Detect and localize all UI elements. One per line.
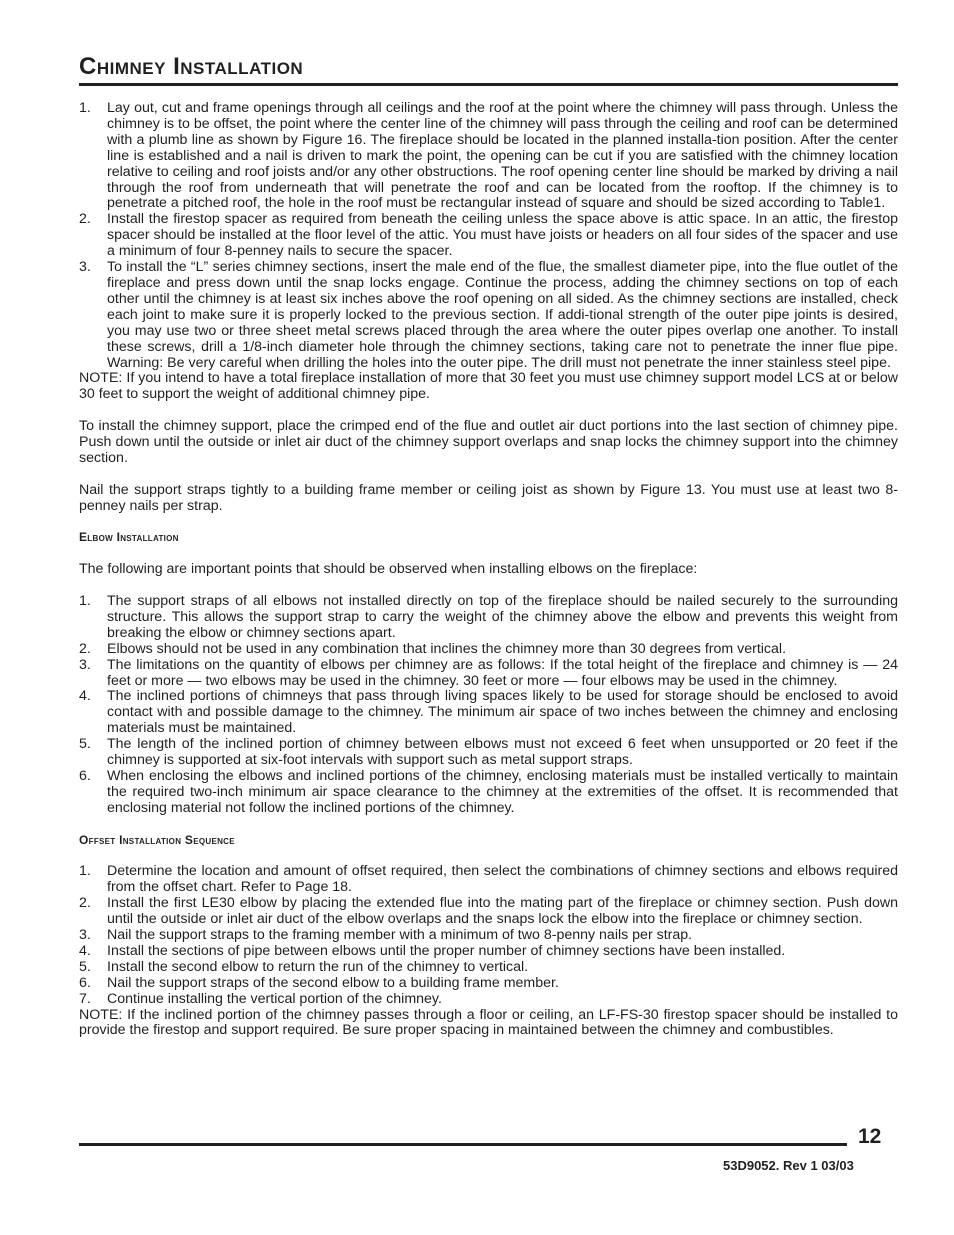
list-item [79, 928, 898, 944]
list-number: 7. [79, 990, 91, 1007]
list-number: 4. [79, 942, 91, 959]
list-text: The limitations on the quantity of elbows per chimney are as follows: If the total height of the fireplace and chimney is — 24 feet or more — two elbows may be used in the chimney. 30 feet or more — four elbows may be used in the chimney. [107, 656, 898, 689]
list-item [79, 737, 898, 769]
offset-steps [79, 864, 898, 1007]
list-item [79, 594, 898, 642]
elbow-intro: The following are important points that should be observed when installing elbows on the fireplace: [79, 561, 698, 578]
list-text: To install the “L” series chimney sections, insert the male end of the flue, the smallest diameter pipe, into the flue outlet of the fireplace and press down until the snap locks engage. Continue the process, adding the chimney sections on top of each other until the chimney is at least six inches above the roof opening on all sided. As the chimney sections are installed, check each joint to make sure it is properly locked to the previous section. If addi-tional strength of the outer pipe joints is desired, you may use two or three sheet metal screws placed through the area where the outer pipes overlap one another. To install these screws, drill a 1/8-inch diameter hole through the chimney sections, taking care not to penetrate the inner flue pipe. Warning: Be very careful when drilling the holes into the outer pipe. The drill must not penetrate the inner stainless steel pipe. [107, 259, 898, 371]
spacer [79, 467, 898, 483]
list-text: Install the second elbow to return the run of the chimney to vertical. [107, 958, 529, 975]
intro-steps [79, 101, 898, 371]
title-rule [79, 83, 898, 86]
spacer [79, 515, 898, 531]
list-item [79, 689, 898, 737]
list-text: The inclined portions of chimneys that pass through living spaces likely to be used for storage should be enclosed to avoid contact with and possible damage to the chimney. The minimum air space of two inches between the chimney and enclosing materials must be maintained. [107, 688, 898, 737]
spacer [79, 546, 898, 562]
list-number: 2. [79, 640, 91, 657]
list-item [79, 101, 898, 212]
list-text: Nail the support straps to the framing member with a minimum of two 8-penny nails per strap. [107, 927, 693, 944]
list-number: 1. [79, 593, 91, 610]
list-number: 1. [79, 100, 91, 116]
list-number: 2. [79, 211, 91, 228]
list-text: Install the first LE30 elbow by placing the extended flue into the mating part of the fireplace or chimney section. Push down until the outside or inlet air duct of the elbow overlaps and the snaps lock the elbow into the fireplace or chimney section. [107, 895, 898, 928]
list-text: Determine the location and amount of offset required, then select the combinations of chimney sections and elbows required from the offset chart. Refer to Page 18. [107, 863, 898, 896]
list-number: 3. [79, 656, 91, 673]
offset-heading: Offset Installation Sequence [79, 832, 235, 847]
list-number: 6. [79, 767, 91, 784]
straps-paragraph: Nail the support straps tightly to a building frame member or ceiling joist as shown by Figure 13. You must use at least two 8-penney nails per strap. [79, 481, 898, 514]
list-number: 2. [79, 895, 91, 912]
note-lcs: NOTE: If you intend to have a total fireplace installation of more that 30 feet you must use chimney support model LCS at or below 30 feet to support the weight of additional chimney pipe. [79, 370, 898, 403]
note-firestop: NOTE: If the inclined portion of the chimney passes through a floor or ceiling, an LF-FS-30 firestop spacer should be installed to provide the firestop and support required. Be sure proper spacing in maintained between the chimney and combustibles. [79, 1006, 898, 1039]
list-item [79, 260, 898, 371]
list-item [79, 976, 898, 992]
list-text: Elbows should not be used in any combination that inclines the chimney more than 30 degrees from vertical. [107, 640, 787, 657]
page-number: 12 [858, 1125, 882, 1148]
list-item [79, 642, 898, 658]
page-title: Chimney Installation [79, 53, 304, 80]
list-text: Install the sections of pipe between elbows until the proper number of chimney sections have been installed. [107, 942, 786, 959]
spacer [79, 403, 898, 419]
list-item [79, 992, 898, 1008]
list-text: Lay out, cut and frame openings through all ceilings and the roof at the point where the chimney will pass through. Unless the chimney is to be offset, the point where the center line of the chimney will pass through the ceiling and roof can be determined with a plumb line as shown by Figure 16. The fireplace should be located in the planned installa-tion position. After the center line is established and a nail is driven to mark the point, the opening can be cut if you are satisfied with the chimney location relative to ceiling and roof joists and/or any other obstructions. The roof opening center line should be marked by driving a nail through the roof from underneath that will penetrate the roof and can be located from the rooftop. If the chimney is to penetrate a pitched roof, the hole in the roof must be rectangular instead of square and should be sized according to Table1. [107, 100, 898, 212]
page-content [79, 101, 898, 1039]
spacer [79, 578, 898, 594]
list-item [79, 658, 898, 690]
list-text: Install the firestop spacer as required from beneath the ceiling unless the space above is attic space. In an attic, the firestop spacer should be installed at the floor level of the attic. You must have joists or headers on all four sides of the spacer and use a minimum of four 8-penney nails to secure the spacer. [107, 211, 898, 260]
support-paragraph: To install the chimney support, place the crimped end of the flue and outlet air duct portions into the last section of chimney pipe. Push down until the outside or inlet air duct of the chimney support overlaps and snap locks the chimney support into the chimney section. [79, 418, 898, 466]
list-item [79, 769, 898, 817]
list-number: 3. [79, 259, 91, 276]
document-code: 53D9052. Rev 1 03/03 [723, 1158, 854, 1173]
list-item [79, 944, 898, 960]
list-text: The length of the inclined portion of chimney between elbows must not exceed 6 feet when unsupported or 20 feet if the chimney is supported at six-foot intervals with support such as metal support straps. [107, 736, 898, 769]
list-text: The support straps of all elbows not installed directly on top of the fireplace should be nailed securely to the surrounding structure. This allows the support strap to carry the weight of the chimney above the elbow and prevents this weight from breaking the elbow or chimney sections apart. [107, 593, 898, 641]
list-number: 1. [79, 863, 91, 880]
list-number: 6. [79, 974, 91, 991]
spacer [79, 817, 898, 833]
list-text: Nail the support straps of the second elbow to a building frame member. [107, 974, 559, 991]
elbow-steps [79, 594, 898, 817]
list-text: When enclosing the elbows and inclined portions of the chimney, enclosing materials must be installed vertically to maintain the required two-inch minimum air space clearance to the chimney at the extremities of the offset. It is recommended that enclosing material not follow the inclined portions of the chimney. [107, 767, 898, 816]
list-item [79, 896, 898, 928]
list-number: 3. [79, 927, 91, 944]
footer-rule [79, 1143, 847, 1146]
list-number: 5. [79, 958, 91, 975]
list-item [79, 960, 898, 976]
spacer [79, 849, 898, 865]
list-text: Continue installing the vertical portion of the chimney. [107, 990, 442, 1007]
list-item [79, 864, 898, 896]
list-item [79, 212, 898, 260]
list-number: 4. [79, 688, 91, 705]
elbow-heading: Elbow Installation [79, 530, 179, 545]
list-number: 5. [79, 736, 91, 753]
